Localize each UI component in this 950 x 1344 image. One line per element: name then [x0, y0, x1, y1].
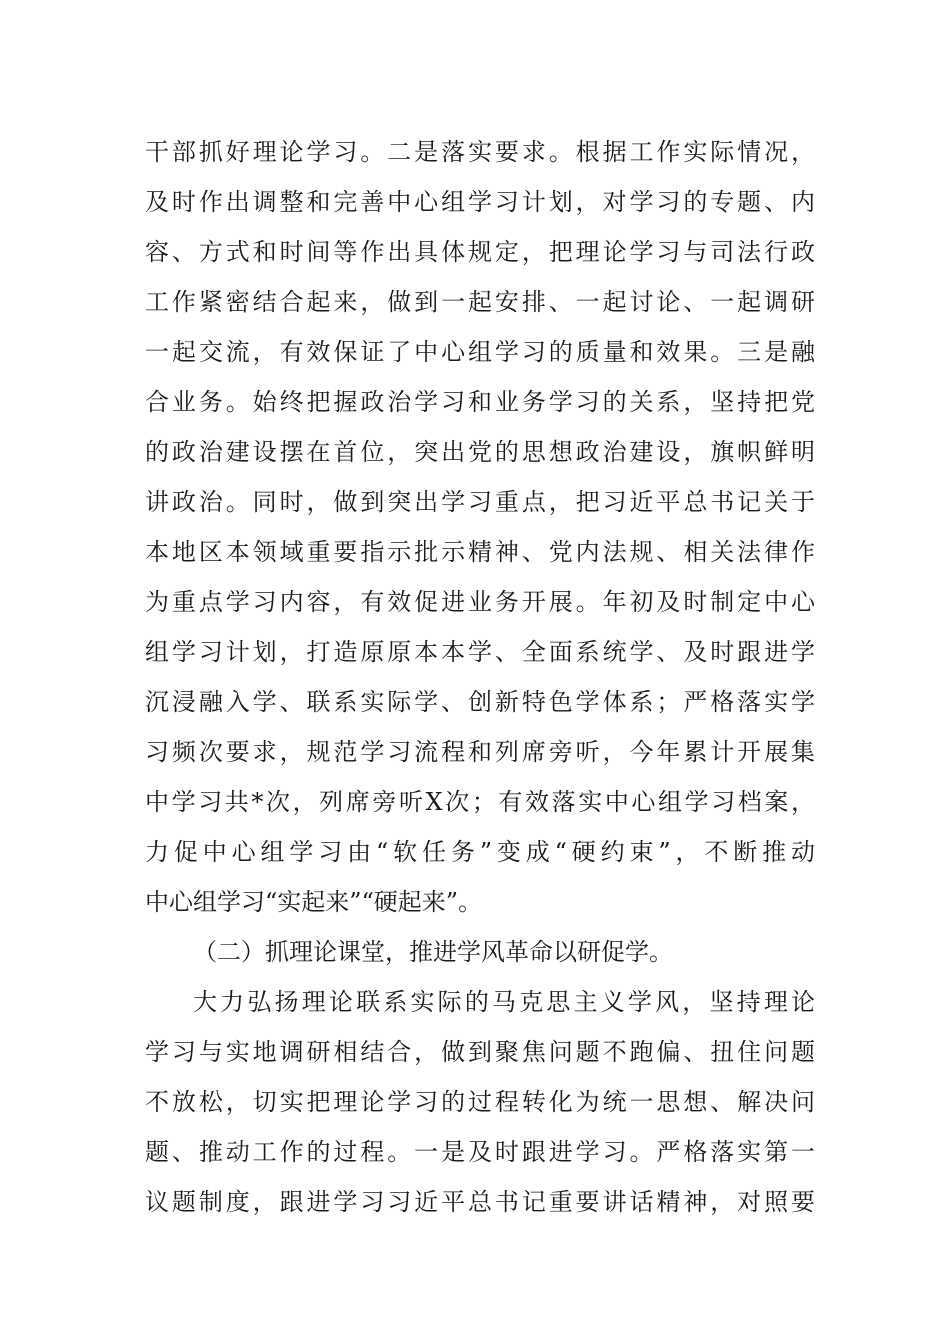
- section-heading: （二）抓理论课堂，推进学风革命以研促学。: [193, 938, 673, 966]
- text-line: 不放松，切实把理论学习的过程转化为统一思想、解决问: [145, 1088, 815, 1116]
- text-line: 中心组学习“实起来”“硬起来”。: [145, 888, 483, 916]
- text-line: 为重点学习内容，有效促进业务开展。年初及时制定中心: [145, 588, 815, 616]
- text-line: 沉浸融入学、联系实际学、创新特色学体系；严格落实学: [145, 688, 815, 716]
- text-line: 工作紧密结合起来，做到一起安排、一起讨论、一起调研: [145, 288, 815, 316]
- text-line: 中学习共*次，列席旁听X次；有效落实中心组学习档案，: [145, 788, 815, 816]
- text-line: 的政治建设摆在首位，突出党的思想政治建设，旗帜鲜明: [145, 438, 815, 466]
- text-line: 大力弘扬理论联系实际的马克思主义学风，坚持理论: [193, 988, 815, 1016]
- text-line: 本地区本领域重要指示批示精神、党内法规、相关法律作: [145, 538, 815, 566]
- text-line: 题、推动工作的过程。一是及时跟进学习。严格落实第一: [145, 1138, 815, 1166]
- text-line: 干部抓好理论学习。二是落实要求。根据工作实际情况，: [145, 138, 815, 166]
- text-line: 讲政治。同时，做到突出学习重点，把习近平总书记关于: [145, 488, 815, 516]
- text-line: 合业务。始终把握政治学习和业务学习的关系，坚持把党: [145, 388, 815, 416]
- text-line: 及时作出调整和完善中心组学习计划，对学习的专题、内: [145, 188, 815, 216]
- text-line: 容、方式和时间等作出具体规定，把理论学习与司法行政: [145, 238, 815, 266]
- text-line: 学习与实地调研相结合，做到聚焦问题不跑偏、扭住问题: [145, 1038, 815, 1066]
- text-line: 组学习计划，打造原原本本学、全面系统学、及时跟进学: [145, 638, 815, 666]
- text-line: 议题制度，跟进学习习近平总书记重要讲话精神，对照要: [145, 1188, 815, 1216]
- text-line: 一起交流，有效保证了中心组学习的质量和效果。三是融: [145, 338, 815, 366]
- text-line: 力促中心组学习由“软任务”变成“硬约束”，不断推动: [145, 838, 815, 866]
- text-line: 习频次要求，规范学习流程和列席旁听，今年累计开展集: [145, 738, 815, 766]
